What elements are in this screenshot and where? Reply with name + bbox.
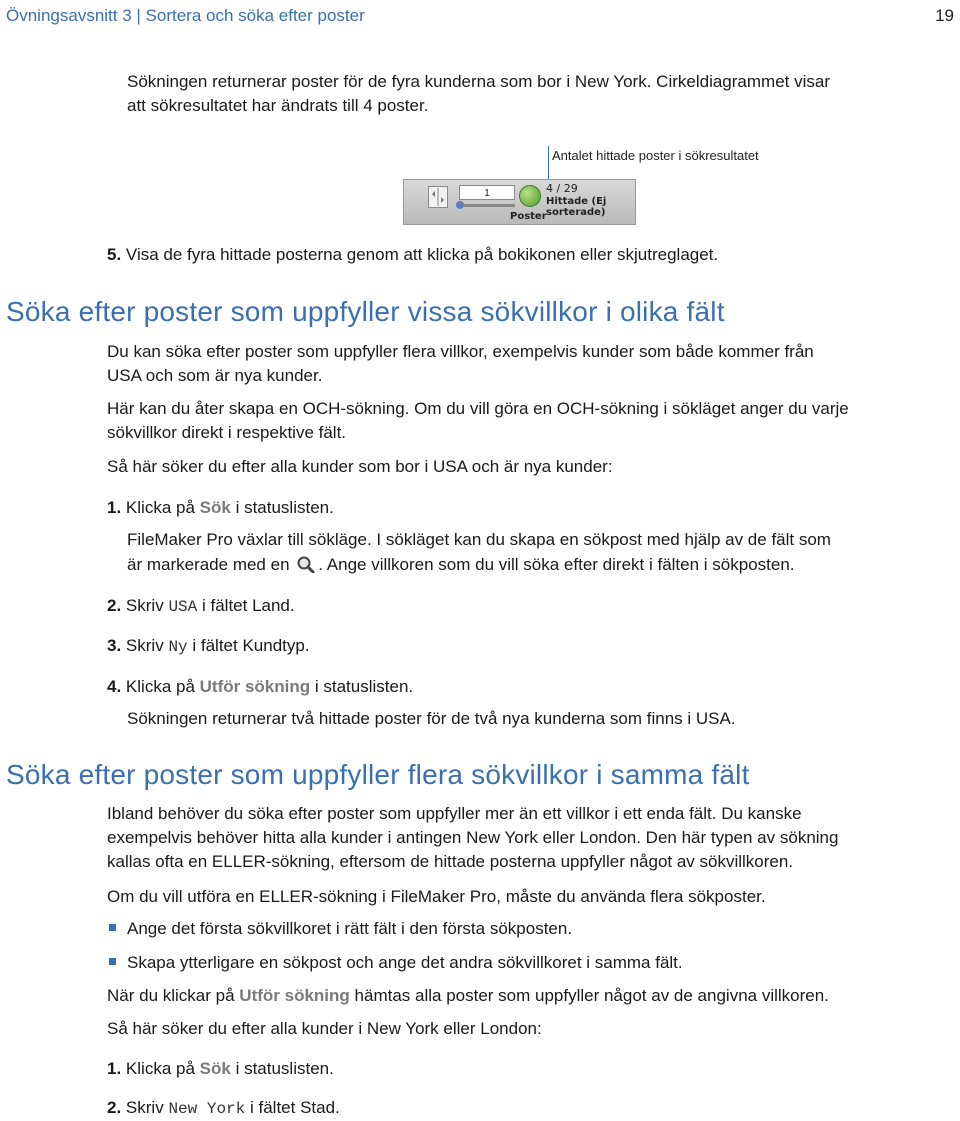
code-usa: USA <box>168 598 198 616</box>
s1-para-1-line-1: Du kan söka efter poster som uppfyller flera villkor, exempelvis kunder som både kommer från <box>107 342 814 361</box>
code-new-york: New York <box>168 1100 246 1118</box>
s1-step-1-desc-line-1: FileMaker Pro växlar till sökläge. I sökläget kan du skapa en sökpost med hjälp av de fält som <box>127 530 831 549</box>
s2-bullet-2: Skapa ytterligare en sökpost och ange det andra sökvillkoret i samma fält. <box>127 953 683 972</box>
status-bar-figure <box>403 179 636 225</box>
step-number: 4. <box>107 677 122 696</box>
sok-ui-label: Sök <box>199 1059 231 1078</box>
s1-step-1-desc-line-2 <box>127 553 795 577</box>
slider-knob[interactable] <box>456 201 464 209</box>
s2-bullet-1: Ange det första sökvillkoret i rätt fält i den första sökposten. <box>127 919 573 938</box>
bullet-square <box>109 958 116 965</box>
running-header: Övningsavsnitt 3 | Sortera och söka efter poster <box>6 6 365 25</box>
para-text-b: hämtas alla poster som uppfyller något av de angivna villkoren. <box>354 986 829 1005</box>
desc-text-b: . Ange villkoren som du vill söka efter direkt i fälten i sökposten. <box>318 555 795 574</box>
magnifier-icon <box>294 555 318 573</box>
para-text-a: När du klickar på <box>107 986 235 1005</box>
page-number: 19 <box>935 6 954 25</box>
step-text-a: Klicka på <box>125 1059 195 1078</box>
step-number: 5. <box>107 245 122 264</box>
s1-para-2-line-2: sökvillkor direkt i respektive fält. <box>107 423 347 442</box>
desc-text-a: är markerade med en <box>127 555 290 574</box>
step-number: 1. <box>107 498 122 517</box>
record-number-input[interactable]: 1 <box>459 185 515 200</box>
section-heading-1: Söka efter poster som uppfyller vissa sökvillkor i olika fält <box>6 296 725 327</box>
step-number: 1. <box>107 1059 122 1078</box>
s1-step-2 <box>107 594 295 619</box>
step-text-a: Skriv <box>125 636 164 655</box>
s2-para-4: Så här söker du efter alla kunder i New York eller London: <box>107 1019 542 1038</box>
intro-line-2: att sökresultatet har ändrats till 4 poster. <box>127 96 429 115</box>
poster-label: Poster <box>510 211 547 222</box>
step-text: Visa de fyra hittade posterna genom att klicka på bokikonen eller skjutreglaget. <box>125 245 719 264</box>
bullet-square <box>109 924 116 931</box>
s1-step-4 <box>107 675 413 699</box>
s1-para-3: Så här söker du efter alla kunder som bor i USA och är nya kunder: <box>107 457 613 476</box>
utfor-sokning-ui-label: Utför sökning <box>199 677 311 696</box>
book-icon[interactable] <box>428 186 448 208</box>
callout-line <box>548 146 549 179</box>
step-text-a: Skriv <box>125 596 164 615</box>
step-text-b: i fältet Stad. <box>249 1098 340 1117</box>
step-5 <box>107 243 718 267</box>
found-count: 4 / 29 <box>546 182 578 195</box>
s2-para-3 <box>107 984 829 1008</box>
intro-line-1: Sökningen returnerar poster för de fyra kunderna som bor i New York. Cirkeldiagrammet visar <box>127 72 830 91</box>
s1-step-3 <box>107 634 310 659</box>
section-heading-2: Söka efter poster som uppfyller flera sökvillkor i samma fält <box>6 759 750 790</box>
s2-para-2: Om du vill utföra en ELLER-sökning i FileMaker Pro, måste du använda flera sökposter. <box>107 887 766 906</box>
step-text-b: i statuslisten. <box>235 498 334 517</box>
step-number: 2. <box>107 596 122 615</box>
found-label: Hittade (Ej sorterade) <box>546 196 607 218</box>
s2-para-1-line-1: Ibland behöver du söka efter poster som uppfyller mer än ett villkor i ett enda fält. Du kanske <box>107 804 802 823</box>
s1-step-1 <box>107 496 334 520</box>
step-text-b: i fältet Land. <box>201 596 295 615</box>
step-number: 2. <box>107 1098 122 1117</box>
utfor-sokning-ui-label: Utför sökning <box>239 986 350 1005</box>
figure-callout: Antalet hittade poster i sökresultatet <box>552 148 759 163</box>
step-number: 3. <box>107 636 122 655</box>
s1-para-1-line-2: USA och som är nya kunder. <box>107 366 323 385</box>
s1-para-2-line-1: Här kan du åter skapa en OCH-sökning. Om du vill göra en OCH-sökning i sökläget anger du varje <box>107 399 849 418</box>
pie-chart-icon <box>519 185 541 207</box>
s2-para-1-line-2: exempelvis behöver hitta alla kunder i antingen New York eller London. Den här typen av sökning <box>107 828 839 847</box>
step-text-b: i statuslisten. <box>235 1059 334 1078</box>
code-ny: Ny <box>168 638 188 656</box>
step-text-b: i fältet Kundtyp. <box>192 636 310 655</box>
s2-step-1 <box>107 1057 334 1081</box>
record-slider[interactable] <box>459 204 515 207</box>
step-text-b: i statuslisten. <box>314 677 414 696</box>
step-text-a: Klicka på <box>125 677 195 696</box>
step-text-a: Skriv <box>125 1098 164 1117</box>
step-text-a: Klicka på <box>125 498 195 517</box>
sok-ui-label: Sök <box>199 498 231 517</box>
s2-para-1-line-3: kallas ofta en ELLER-sökning, eftersom de hittade posterna uppfyller något av sökvillkoren. <box>107 852 794 871</box>
s1-step-4-desc: Sökningen returnerar två hittade poster för de två nya kunderna som finns i USA. <box>127 709 736 728</box>
s2-step-2 <box>107 1096 340 1121</box>
